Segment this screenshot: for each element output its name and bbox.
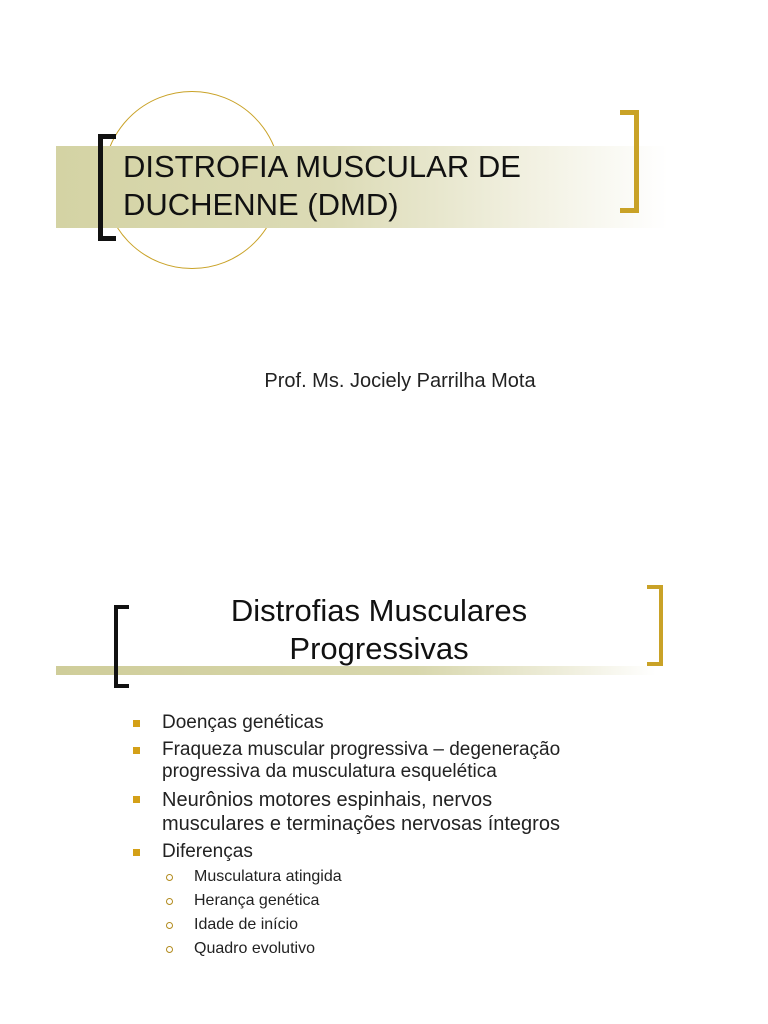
left-bracket — [114, 605, 129, 688]
square-bullet-icon — [133, 720, 140, 727]
circle-bullet-icon — [166, 922, 173, 929]
list-item — [132, 739, 692, 783]
circle-bullet-icon — [166, 946, 173, 953]
sub-bullet-text: Idade de início — [194, 916, 299, 933]
sub-bullet-text: Quadro evolutivo — [194, 940, 315, 957]
sub-list-item — [162, 865, 692, 889]
bullet-text: Fraqueza muscular progressiva – degeneração — [162, 739, 561, 760]
sub-list-item — [162, 913, 692, 937]
square-bullet-icon — [133, 796, 140, 803]
list-item — [132, 841, 692, 961]
sub-list-item — [162, 937, 692, 961]
heading-line-1: Distrofias Musculares — [230, 593, 528, 628]
bullet-text: Doenças genéticas — [162, 712, 324, 733]
bullet-text-continued: progressiva da musculatura esquelética — [162, 761, 497, 782]
slide-heading — [140, 592, 618, 668]
heading-line-2: Progressivas — [289, 631, 469, 666]
slide-content — [0, 512, 768, 1024]
author-subtitle: Prof. Ms. Jociely Parrilha Mota — [264, 370, 536, 392]
slide-title-heading — [123, 148, 643, 224]
sub-bullet-text: Herança genética — [194, 892, 320, 909]
title-line-1: DISTROFIA MUSCULAR DE — [123, 149, 521, 184]
circle-bullet-icon — [166, 898, 173, 905]
bullet-text: Diferenças — [162, 841, 253, 862]
sub-list-item — [162, 889, 692, 913]
circle-bullet-icon — [166, 874, 173, 881]
bullet-text: Neurônios motores espinhais, nervos — [162, 789, 493, 811]
sub-bullet-text: Musculatura atingida — [194, 868, 342, 885]
list-item — [132, 788, 692, 836]
left-bracket — [98, 134, 116, 241]
list-item — [132, 712, 692, 734]
square-bullet-icon — [133, 747, 140, 754]
title-line-2: DUCHENNE (DMD) — [123, 187, 399, 222]
bullet-list — [132, 712, 692, 966]
sub-bullet-list — [162, 865, 692, 961]
right-bracket — [647, 585, 663, 666]
square-bullet-icon — [133, 849, 140, 856]
bullet-text-continued: musculares e terminações nervosas íntegros — [162, 813, 560, 835]
